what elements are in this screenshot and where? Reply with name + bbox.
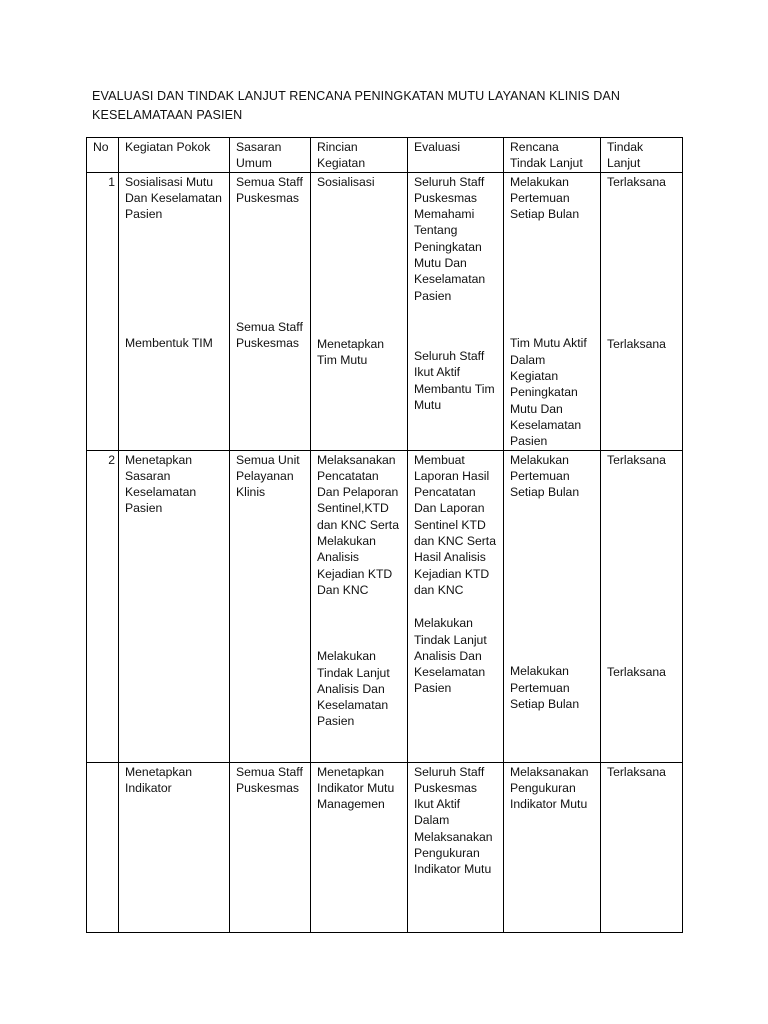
document-title-line1: EVALUASI DAN TINDAK LANJUT RENCANA PENINGKATAN MUTU LAYANAN KLINIS DAN	[92, 89, 621, 103]
row-number: 2	[87, 450, 119, 762]
evaluasi-text: Melakukan Tindak Lanjut Analisis Dan Keselamatan Pasien	[414, 616, 487, 696]
kegiatan-pokok-cell	[119, 172, 230, 450]
rincian-kegiatan-text: Melakukan Tindak Lanjut Analisis Dan Keselamatan Pasien	[317, 649, 390, 729]
evaluasi-text: Seluruh Staff Puskesmas Memahami Tentang Peningkatan Mutu Dan Keselamatan Pasien	[414, 174, 486, 303]
header-sasaran-umum: Sasaran Umum	[230, 138, 311, 173]
header-no: No	[87, 138, 119, 173]
rincian-kegiatan-cell	[311, 172, 408, 450]
tindak-lanjut-text: Terlaksana	[607, 336, 666, 351]
sasaran-umum-text: Semua Staff Puskesmas	[236, 174, 303, 205]
kegiatan-pokok-text: Menetapkan Indikator	[125, 764, 193, 795]
rincian-kegiatan-cell	[311, 762, 408, 932]
rincian-kegiatan-text: Menetapkan Indikator Mutu Managemen	[317, 764, 395, 812]
kegiatan-pokok-cell	[119, 762, 230, 932]
rencana-tindak-lanjut-text: Tim Mutu Aktif Dalam Kegiatan Peningkatan Mutu Dan Keselamatan Pasien	[510, 336, 587, 449]
tindak-lanjut-cell	[601, 172, 683, 450]
sasaran-umum-text: Semua Unit Pelayanan Klinis	[236, 452, 300, 500]
header-kegiatan-pokok: Kegiatan Pokok	[119, 138, 230, 173]
tindak-lanjut-text: Terlaksana	[607, 174, 666, 189]
header-rincian-kegiatan: Rincian Kegiatan	[311, 138, 408, 173]
evaluasi-cell	[408, 172, 504, 450]
rencana-tindak-lanjut-text: Melakukan Pertemuan Setiap Bulan	[510, 452, 580, 500]
kegiatan-pokok-text: Sosialisasi Mutu Dan Keselamatan Pasien	[125, 174, 222, 222]
rencana-tindak-lanjut-text: Melakukan Pertemuan Setiap Bulan	[510, 174, 580, 222]
rencana-tindak-lanjut-cell	[504, 450, 601, 762]
sasaran-umum-text: Semua Staff Puskesmas	[236, 320, 303, 351]
table-row	[87, 762, 683, 932]
tindak-lanjut-text: Terlaksana	[607, 452, 666, 467]
row-number: 1	[87, 172, 119, 450]
tindak-lanjut-text: Terlaksana	[607, 764, 666, 779]
kegiatan-pokok-cell	[119, 450, 230, 762]
row-number	[87, 762, 119, 932]
table-row	[87, 450, 683, 762]
kegiatan-pokok-text: Menetapkan Sasaran Keselamatan Pasien	[125, 452, 197, 516]
table-header-row	[87, 138, 683, 173]
rincian-kegiatan-cell	[311, 450, 408, 762]
evaluasi-text: Membuat Laporan Hasil Pencatatan Dan Laporan Sentinel KTD dan KNC Serta Hasil Analisis Kejadian KTD dan KNC	[414, 452, 496, 597]
rencana-tindak-lanjut-text: Melaksanakan Pengukuran Indikator Mutu	[510, 764, 589, 812]
rencana-tindak-lanjut-cell	[504, 762, 601, 932]
document-title	[92, 87, 652, 125]
evaluasi-cell	[408, 762, 504, 932]
sasaran-umum-cell	[230, 450, 311, 762]
tindak-lanjut-cell	[601, 450, 683, 762]
rincian-kegiatan-text: Sosialisasi	[317, 174, 375, 189]
header-rencana-tindak-lanjut: Rencana Tindak Lanjut	[504, 138, 601, 173]
rencana-tindak-lanjut-cell	[504, 172, 601, 450]
tindak-lanjut-text: Terlaksana	[607, 664, 666, 679]
sasaran-umum-cell	[230, 762, 311, 932]
header-tindak-lanjut: Tindak Lanjut	[601, 138, 683, 173]
sasaran-umum-text: Semua Staff Puskesmas	[236, 764, 303, 795]
rencana-tindak-lanjut-text: Melakukan Pertemuan Setiap Bulan	[510, 664, 580, 712]
table-row	[87, 172, 683, 450]
rincian-kegiatan-text: Menetapkan Tim Mutu	[317, 336, 385, 368]
kegiatan-pokok-text: Membentuk TIM	[125, 336, 213, 351]
header-evaluasi: Evaluasi	[408, 138, 504, 173]
evaluation-table	[86, 137, 683, 933]
rincian-kegiatan-text: Melaksanakan Pencatatan Dan Pelaporan Sentinel,KTD dan KNC Serta Melakukan Analisis Kejadian KTD Dan KNC	[317, 452, 399, 597]
evaluasi-text: Seluruh Staff Puskesmas Ikut Aktif Dalam Melaksanakan Pengukuran Indikator Mutu	[414, 764, 493, 877]
document-title-line2: KESELAMATAAN PASIEN	[92, 108, 243, 122]
evaluasi-cell	[408, 450, 504, 762]
sasaran-umum-cell	[230, 172, 311, 450]
evaluasi-text: Seluruh Staff Ikut Aktif Membantu Tim Mutu	[414, 348, 495, 412]
tindak-lanjut-cell	[601, 762, 683, 932]
